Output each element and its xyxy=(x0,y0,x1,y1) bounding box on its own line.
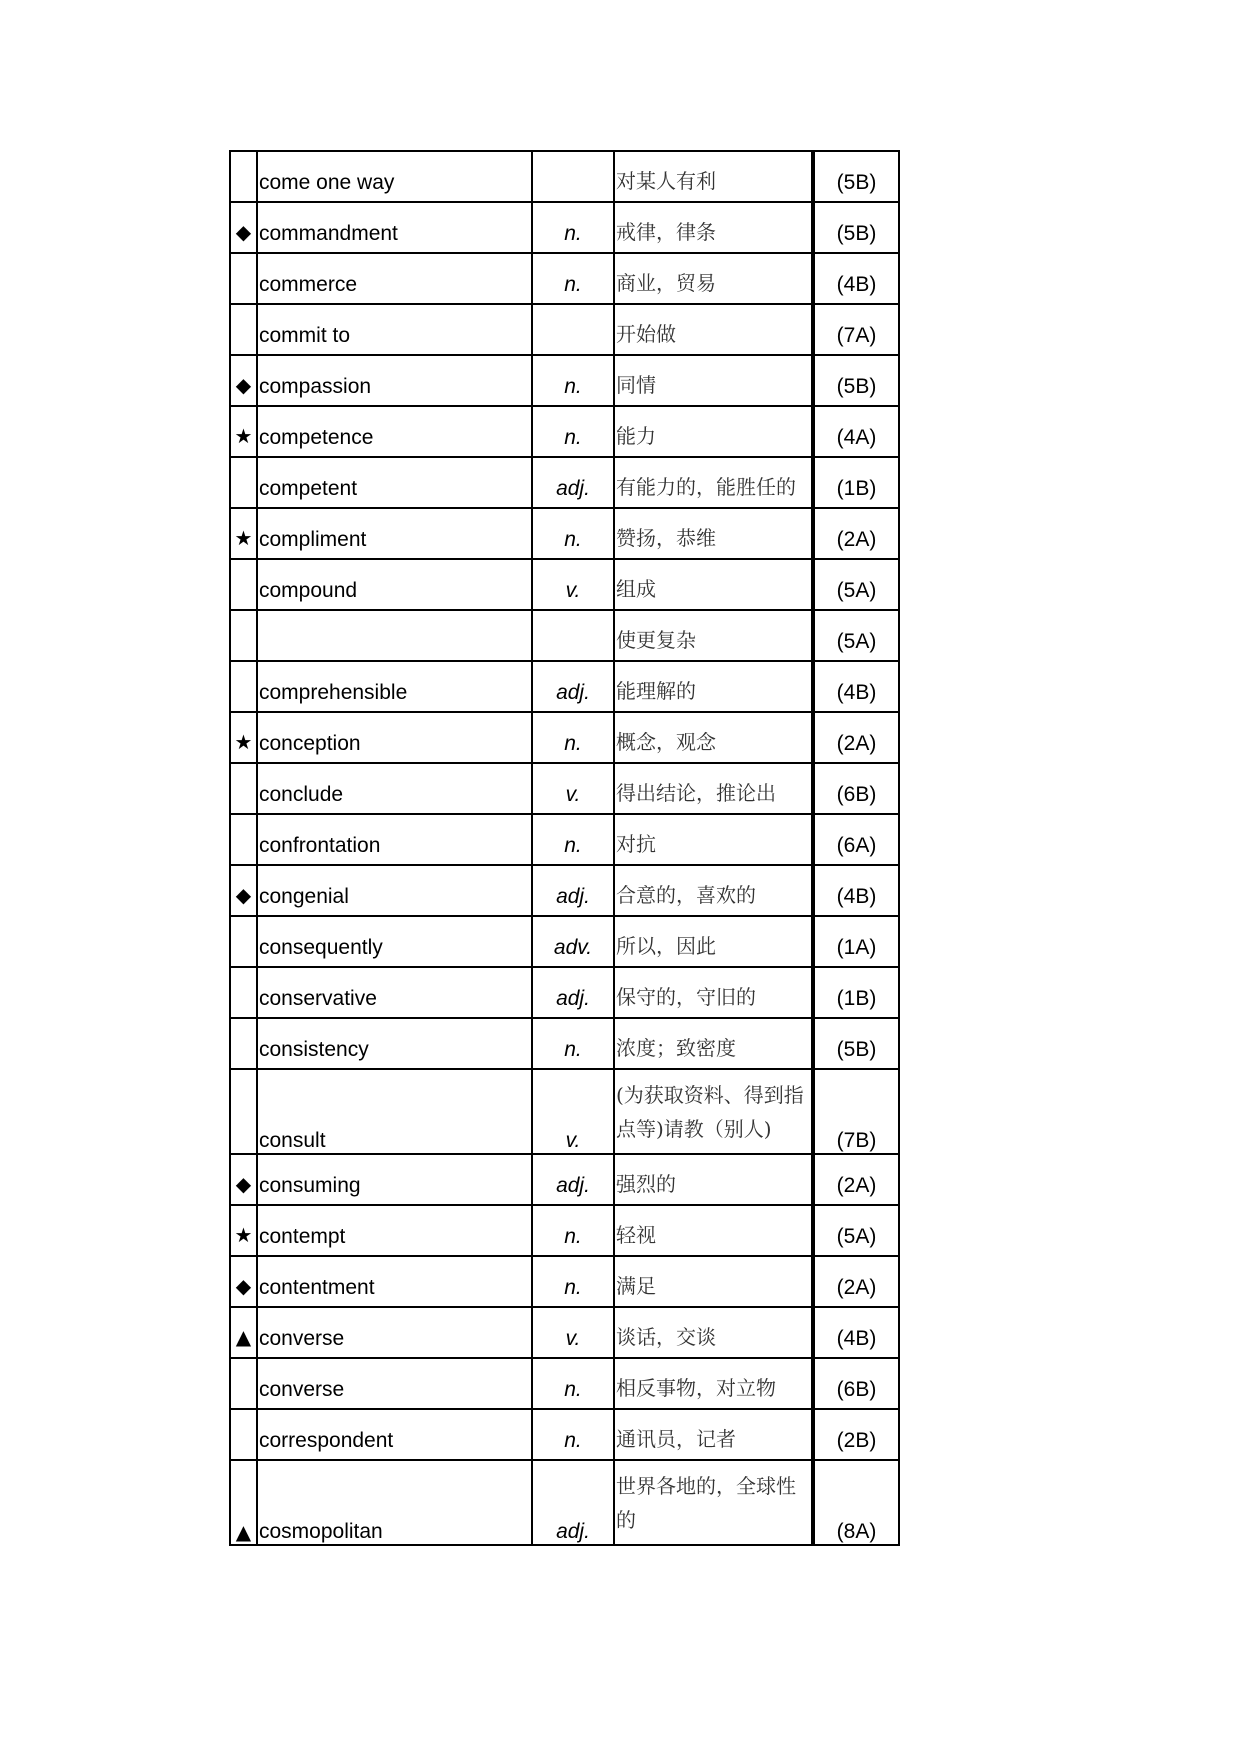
marker-symbol xyxy=(230,916,257,967)
marker-symbol xyxy=(230,304,257,355)
table-row xyxy=(230,763,899,814)
marker-symbol xyxy=(230,610,257,661)
part-of-speech: adj. xyxy=(532,1460,614,1545)
headword: compassion xyxy=(257,355,532,406)
marker-symbol xyxy=(230,1069,257,1154)
part-of-speech: n. xyxy=(532,508,614,559)
headword: congenial xyxy=(257,865,532,916)
unit-reference: (2A) xyxy=(813,712,899,763)
marker-symbol xyxy=(230,457,257,508)
table-row xyxy=(230,1460,899,1545)
chinese-meaning: 戒律，律条 xyxy=(614,202,813,253)
chinese-meaning: 相反事物，对立物 xyxy=(614,1358,813,1409)
part-of-speech xyxy=(532,151,614,202)
headword: commerce xyxy=(257,253,532,304)
headword: correspondent xyxy=(257,1409,532,1460)
chinese-meaning: (为获取资料、得到指点等)请教（别人) xyxy=(614,1069,813,1154)
marker-symbol: ◆ xyxy=(230,202,257,253)
unit-reference: (5B) xyxy=(813,355,899,406)
unit-reference: (1B) xyxy=(813,457,899,508)
marker-symbol: ★ xyxy=(230,508,257,559)
chinese-meaning: 所以，因此 xyxy=(614,916,813,967)
table-row xyxy=(230,508,899,559)
table-row xyxy=(230,967,899,1018)
marker-symbol: ◆ xyxy=(230,865,257,916)
part-of-speech: n. xyxy=(532,1205,614,1256)
marker-symbol: ★ xyxy=(230,406,257,457)
part-of-speech: n. xyxy=(532,1358,614,1409)
headword: contentment xyxy=(257,1256,532,1307)
marker-symbol: ▲ xyxy=(230,1307,257,1358)
table-row xyxy=(230,916,899,967)
table-row xyxy=(230,1069,899,1154)
marker-symbol xyxy=(230,1358,257,1409)
unit-reference: (4B) xyxy=(813,1307,899,1358)
unit-reference: (5B) xyxy=(813,1018,899,1069)
chinese-meaning: 商业，贸易 xyxy=(614,253,813,304)
marker-symbol xyxy=(230,661,257,712)
chinese-meaning: 使更复杂 xyxy=(614,610,813,661)
unit-reference: (7B) xyxy=(813,1069,899,1154)
unit-reference: (5A) xyxy=(813,559,899,610)
unit-reference: (5A) xyxy=(813,610,899,661)
table-row xyxy=(230,1154,899,1205)
headword: comprehensible xyxy=(257,661,532,712)
chinese-meaning: 得出结论，推论出 xyxy=(614,763,813,814)
unit-reference: (2A) xyxy=(813,508,899,559)
vocabulary-table xyxy=(229,150,900,1546)
part-of-speech: n. xyxy=(532,1018,614,1069)
headword: converse xyxy=(257,1307,532,1358)
chinese-meaning: 通讯员，记者 xyxy=(614,1409,813,1460)
unit-reference: (2A) xyxy=(813,1154,899,1205)
table-row xyxy=(230,1018,899,1069)
table-row xyxy=(230,1256,899,1307)
headword: commit to xyxy=(257,304,532,355)
chinese-meaning: 开始做 xyxy=(614,304,813,355)
chinese-meaning: 世界各地的，全球性的 xyxy=(614,1460,813,1545)
part-of-speech: n. xyxy=(532,253,614,304)
table-row xyxy=(230,712,899,763)
table-row xyxy=(230,661,899,712)
part-of-speech: n. xyxy=(532,202,614,253)
table-row xyxy=(230,151,899,202)
table-row xyxy=(230,610,899,661)
headword: conservative xyxy=(257,967,532,1018)
headword: cosmopolitan xyxy=(257,1460,532,1545)
chinese-meaning: 合意的，喜欢的 xyxy=(614,865,813,916)
unit-reference: (4B) xyxy=(813,253,899,304)
chinese-meaning: 轻视 xyxy=(614,1205,813,1256)
headword: come one way xyxy=(257,151,532,202)
headword: consistency xyxy=(257,1018,532,1069)
marker-symbol xyxy=(230,559,257,610)
chinese-meaning: 同情 xyxy=(614,355,813,406)
marker-symbol: ★ xyxy=(230,1205,257,1256)
table-row xyxy=(230,1358,899,1409)
table-row xyxy=(230,1409,899,1460)
chinese-meaning: 能理解的 xyxy=(614,661,813,712)
table-row xyxy=(230,355,899,406)
marker-symbol xyxy=(230,253,257,304)
marker-symbol xyxy=(230,814,257,865)
chinese-meaning: 保守的，守旧的 xyxy=(614,967,813,1018)
part-of-speech: n. xyxy=(532,1256,614,1307)
part-of-speech: adj. xyxy=(532,661,614,712)
headword: confrontation xyxy=(257,814,532,865)
chinese-meaning: 赞扬，恭维 xyxy=(614,508,813,559)
headword: competence xyxy=(257,406,532,457)
part-of-speech: v. xyxy=(532,1069,614,1154)
part-of-speech: adj. xyxy=(532,1154,614,1205)
headword: conception xyxy=(257,712,532,763)
part-of-speech: adj. xyxy=(532,457,614,508)
unit-reference: (1B) xyxy=(813,967,899,1018)
unit-reference: (7A) xyxy=(813,304,899,355)
headword: commandment xyxy=(257,202,532,253)
unit-reference: (4A) xyxy=(813,406,899,457)
unit-reference: (8A) xyxy=(813,1460,899,1545)
marker-symbol xyxy=(230,967,257,1018)
chinese-meaning: 谈话，交谈 xyxy=(614,1307,813,1358)
unit-reference: (5B) xyxy=(813,202,899,253)
unit-reference: (2B) xyxy=(813,1409,899,1460)
marker-symbol: ★ xyxy=(230,712,257,763)
unit-reference: (5B) xyxy=(813,151,899,202)
part-of-speech: n. xyxy=(532,406,614,457)
part-of-speech: n. xyxy=(532,814,614,865)
unit-reference: (2A) xyxy=(813,1256,899,1307)
chinese-meaning: 对抗 xyxy=(614,814,813,865)
unit-reference: (4B) xyxy=(813,865,899,916)
headword: consult xyxy=(257,1069,532,1154)
part-of-speech: v. xyxy=(532,763,614,814)
part-of-speech xyxy=(532,304,614,355)
chinese-meaning: 有能力的，能胜任的 xyxy=(614,457,813,508)
chinese-meaning: 浓度；致密度 xyxy=(614,1018,813,1069)
headword: conclude xyxy=(257,763,532,814)
headword xyxy=(257,610,532,661)
headword: converse xyxy=(257,1358,532,1409)
chinese-meaning: 组成 xyxy=(614,559,813,610)
table-row xyxy=(230,865,899,916)
table-row xyxy=(230,202,899,253)
marker-symbol xyxy=(230,1018,257,1069)
headword: contempt xyxy=(257,1205,532,1256)
table-row xyxy=(230,559,899,610)
table-row xyxy=(230,304,899,355)
headword: consuming xyxy=(257,1154,532,1205)
marker-symbol xyxy=(230,763,257,814)
headword: consequently xyxy=(257,916,532,967)
marker-symbol: ◆ xyxy=(230,1154,257,1205)
headword: compound xyxy=(257,559,532,610)
part-of-speech xyxy=(532,610,614,661)
part-of-speech: adv. xyxy=(532,916,614,967)
part-of-speech: v. xyxy=(532,559,614,610)
part-of-speech: adj. xyxy=(532,865,614,916)
marker-symbol xyxy=(230,1409,257,1460)
chinese-meaning: 对某人有利 xyxy=(614,151,813,202)
marker-symbol: ◆ xyxy=(230,1256,257,1307)
unit-reference: (5A) xyxy=(813,1205,899,1256)
headword: competent xyxy=(257,457,532,508)
table-row xyxy=(230,457,899,508)
chinese-meaning: 强烈的 xyxy=(614,1154,813,1205)
chinese-meaning: 能力 xyxy=(614,406,813,457)
headword: compliment xyxy=(257,508,532,559)
part-of-speech: n. xyxy=(532,712,614,763)
unit-reference: (6A) xyxy=(813,814,899,865)
part-of-speech: n. xyxy=(532,355,614,406)
part-of-speech: v. xyxy=(532,1307,614,1358)
unit-reference: (6B) xyxy=(813,763,899,814)
unit-reference: (6B) xyxy=(813,1358,899,1409)
table-row xyxy=(230,253,899,304)
marker-symbol: ◆ xyxy=(230,355,257,406)
part-of-speech: n. xyxy=(532,1409,614,1460)
unit-reference: (1A) xyxy=(813,916,899,967)
table-row xyxy=(230,406,899,457)
part-of-speech: adj. xyxy=(532,967,614,1018)
table-row xyxy=(230,1307,899,1358)
table-row xyxy=(230,1205,899,1256)
chinese-meaning: 概念，观念 xyxy=(614,712,813,763)
table-row xyxy=(230,814,899,865)
marker-symbol: ▲ xyxy=(230,1460,257,1545)
marker-symbol xyxy=(230,151,257,202)
unit-reference: (4B) xyxy=(813,661,899,712)
chinese-meaning: 满足 xyxy=(614,1256,813,1307)
